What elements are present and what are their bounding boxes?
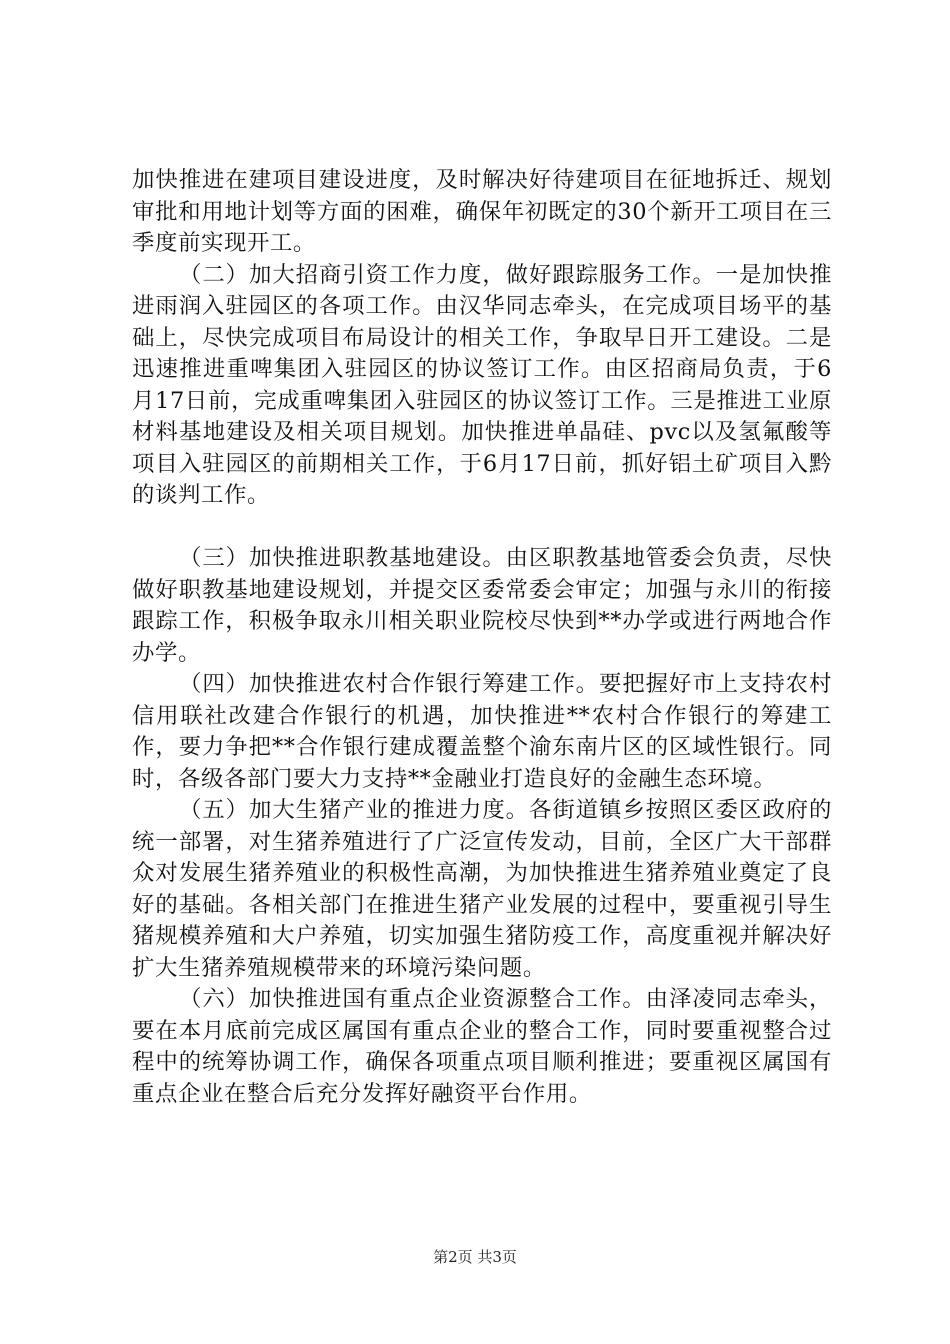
paragraph-section-6: （六）加快推进国有重点企业资源整合工作。由泽凌同志牵头，要在本月底前完成区属国有重点企业的整合工作，同时要重视整合过程中的统筹协调工作，确保各项重点项目顺利推进；要重视区属国有重点企业在整合后充分发挥好融资平台作用。 [132, 986, 832, 1107]
paragraph-section-4: （四）加快推进农村合作银行筹建工作。要把握好市上支持农村信用联社改建合作银行的机遇，加快推进**农村合作银行的筹建工作，要力争把**合作银行建成覆盖整个渝东南片区的区域性银行。同时，各级各部门要大力支持**金融业打造良好的金融生态环境。 [132, 671, 832, 792]
document-body [132, 165, 832, 1110]
paragraph-section-3: （三）加快推进职教基地建设。由区职教基地管委会负责，尽快做好职教基地建设规划，并提交区委常委会审定；加强与永川的衔接跟踪工作，积极争取永川相关职业院校尽快到**办学或进行两地合作办学。 [132, 545, 832, 666]
paragraph-section-5: （五）加大生猪产业的推进力度。各街道镇乡按照区委区政府的统一部署，对生猪养殖进行了广泛宣传发动，目前，全区广大干部群众对发展生猪养殖业的积极性高潮，为加快推进生猪养殖业奠定了良好的基础。各相关部门在推进生猪产业发展的过程中，要重视引导生猪规模养殖和大户养殖，切实加强生猪防疫工作，高度重视并解决好扩大生猪养殖规模带来的环境污染问题。 [132, 797, 832, 981]
paragraph-section-2: （二）加大招商引资工作力度，做好跟踪服务工作。一是加快推进雨润入驻园区的各项工作。由汉华同志牵头，在完成项目场平的基础上，尽快完成项目布局设计的相关工作，争取早日开工建设。二是迅速推进重啤集团入驻园区的协议签订工作。由区招商局负责，于6月17日前，完成重啤集团入驻园区的协议签订工作。三是推进工业原材料基地建设及相关项目规划。加快推进单晶硅、pvc以及氢氟酸等项目入驻园区的前期相关工作，于6月17日前，抓好铝土矿项目入黔的谈判工作。 [132, 261, 832, 508]
page-footer [0, 1246, 950, 1267]
page-number-label: 第2页 共3页 [433, 1248, 517, 1266]
paragraph-continuation: 加快推进在建项目建设进度，及时解决好待建项目在征地拆迁、规划审批和用地计划等方面的困难，确保年初既定的30个新开工项目在三季度前实现开工。 [132, 167, 832, 256]
